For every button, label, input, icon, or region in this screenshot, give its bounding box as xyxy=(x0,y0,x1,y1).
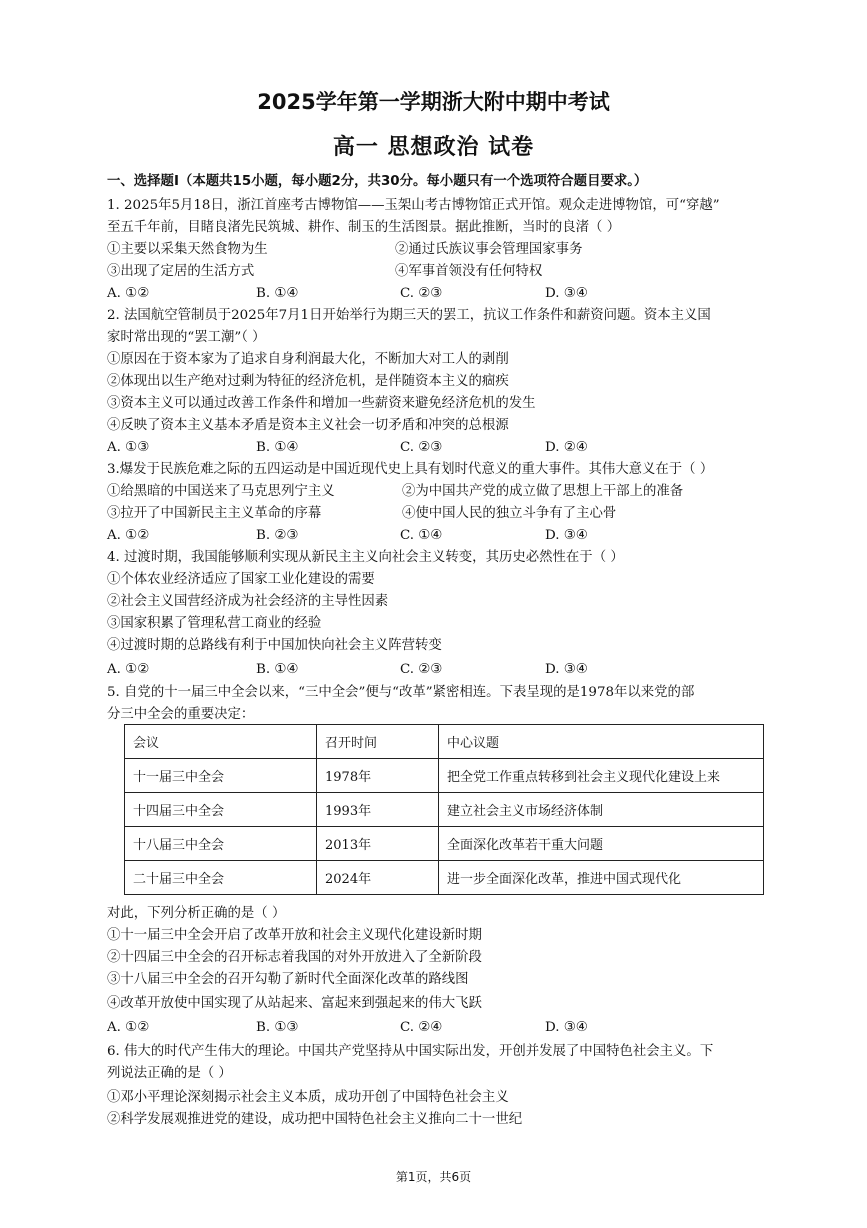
q6-stem-line: 列说法正确的是（ ） xyxy=(107,1066,232,1081)
q5-stem-line: 5. 自党的十一届三中全会以来，“三中全会”便与“改革”紧密相连。下表呈现的是1978年以来党的部 xyxy=(107,685,695,700)
q5-stem-line: 分三中全会的重要决定： xyxy=(107,707,255,722)
q4-option-c: C. ②③ xyxy=(400,662,443,677)
q3-item: ③拉开了中国新民主主义革命的序幕 xyxy=(107,506,322,521)
q5-option-c: C. ②④ xyxy=(400,1020,443,1035)
table-cell: 二十届三中全会 xyxy=(125,861,317,895)
q2-item: ③资本主义可以通过改善工作条件和增加一些薪资来避免经济危机的发生 xyxy=(107,396,536,411)
q3-option-c: C. ①④ xyxy=(400,528,443,543)
q1-item: ③出现了定居的生活方式 xyxy=(107,264,255,279)
q2-stem-line: 家时常出现的“罢工潮”（ ） xyxy=(107,330,266,345)
q1-option-a: A. ①② xyxy=(107,286,150,301)
q4-item: ④过渡时期的总路线有利于中国加快向社会主义阵营转变 xyxy=(107,638,442,653)
exam-subtitle: 高一 思想政治 试卷 xyxy=(332,135,535,160)
q3-item: ①给黑暗的中国送来了马克思列宁主义 xyxy=(107,484,335,499)
q2-item: ①原因在于资本家为了追求自身利润最大化，不断加大对工人的剥削 xyxy=(107,352,509,367)
q6-item: ①邓小平理论深刻揭示社会主义本质，成功开创了中国特色社会主义 xyxy=(107,1090,509,1105)
q1-item: ②通过氏族议事会管理国家事务 xyxy=(395,242,583,257)
q4-item: ①个体农业经济适应了国家工业化建设的需要 xyxy=(107,572,375,587)
q2-item: ②体现出以生产绝对过剩为特征的经济危机，是伴随资本主义的痼疾 xyxy=(107,374,509,389)
q4-option-b: B. ①④ xyxy=(256,662,299,677)
q4-option-d: D. ③④ xyxy=(545,662,588,677)
q2-option-b: B. ①④ xyxy=(256,440,299,455)
q1-option-c: C. ②③ xyxy=(400,286,443,301)
q5-option-b: B. ①③ xyxy=(256,1020,299,1035)
q3-stem-line: 3.爆发于民族危难之际的五四运动是中国近现代史上具有划时代意义的重大事件。其伟大意义在于（ ） xyxy=(107,462,714,477)
table-cell: 1978年 xyxy=(317,759,439,793)
q2-item: ④反映了资本主义基本矛盾是资本主义社会一切矛盾和冲突的总根源 xyxy=(107,418,509,433)
table-header-cell: 会议 xyxy=(125,725,317,759)
q3-item: ②为中国共产党的成立做了思想上干部上的准备 xyxy=(402,484,684,499)
table-cell: 建立社会主义市场经济体制 xyxy=(439,793,764,827)
q4-item: ③国家积累了管理私营工商业的经验 xyxy=(107,616,322,631)
table-row xyxy=(125,827,764,861)
q2-option-c: C. ②③ xyxy=(400,440,443,455)
exam-title: 2025学年第一学期浙大附中期中考试 xyxy=(257,90,610,114)
table-cell: 1993年 xyxy=(317,793,439,827)
q5-item: ①十一届三中全会开启了改革开放和社会主义现代化建设新时期 xyxy=(107,928,482,943)
q3-option-b: B. ②③ xyxy=(256,528,299,543)
table-cell: 把全党工作重点转移到社会主义现代化建设上来 xyxy=(439,759,764,793)
table-cell: 2024年 xyxy=(317,861,439,895)
q6-stem-line: 6. 伟大的时代产生伟大的理论。中国共产党坚持从中国实际出发，开创并发展了中国特色社会主义。下 xyxy=(107,1044,714,1059)
table-cell: 全面深化改革若干重大问题 xyxy=(439,827,764,861)
q5-item: ④改革开放使中国实现了从站起来、富起来到强起来的伟大飞跃 xyxy=(107,996,482,1011)
q2-stem-line: 2. 法国航空管制员于2025年7月1日开始举行为期三天的罢工，抗议工作条件和薪资问题。资本主义国 xyxy=(107,308,711,323)
table-header-cell: 召开时间 xyxy=(317,725,439,759)
page-number: 第1页，共6页 xyxy=(395,1170,472,1184)
q6-item: ②科学发展观推进党的建设，成功把中国特色社会主义推向二十一世纪 xyxy=(107,1112,523,1127)
q3-item: ④使中国人民的独立斗争有了主心骨 xyxy=(402,506,617,521)
table-cell: 十四届三中全会 xyxy=(125,793,317,827)
q1-stem-line: 1. 2025年5月18日，浙江首座考古博物馆——玉架山考古博物馆正式开馆。观众走进博物馆，可“穿越” xyxy=(107,198,720,213)
q4-item: ②社会主义国营经济成为社会经济的主导性因素 xyxy=(107,594,389,609)
q1-item: ④军事首领没有任何特权 xyxy=(395,264,543,279)
table-header-row xyxy=(125,725,764,759)
q2-option-d: D. ②④ xyxy=(545,440,588,455)
q4-option-a: A. ①② xyxy=(107,662,150,677)
q1-option-d: D. ③④ xyxy=(545,286,588,301)
q1-option-b: B. ①④ xyxy=(256,286,299,301)
q4-stem-line: 4. 过渡时期，我国能够顺利实现从新民主主义向社会主义转变，其历史必然性在于（ ） xyxy=(107,550,624,565)
table-row xyxy=(125,759,764,793)
table-cell: 十一届三中全会 xyxy=(125,759,317,793)
section-heading: 一、选择题Ⅰ（本题共15小题，每小题2分，共30分。每小题只有一个选项符合题目要求。） xyxy=(107,174,648,189)
q5-option-a: A. ①② xyxy=(107,1020,150,1035)
q5-item: ③十八届三中全会的召开勾勒了新时代全面深化改革的路线图 xyxy=(107,972,469,987)
table-cell: 进一步全面深化改革，推进中国式现代化 xyxy=(439,861,764,895)
q5-option-d: D. ③④ xyxy=(545,1020,588,1035)
plenum-table xyxy=(124,724,764,895)
q5-prompt: 对此，下列分析正确的是（ ） xyxy=(107,906,286,921)
q1-item: ①主要以采集天然食物为生 xyxy=(107,242,268,257)
table-cell: 2013年 xyxy=(317,827,439,861)
table-cell: 十八届三中全会 xyxy=(125,827,317,861)
q3-option-d: D. ③④ xyxy=(545,528,588,543)
table-row xyxy=(125,861,764,895)
q2-option-a: A. ①③ xyxy=(107,440,150,455)
q1-stem-line: 至五千年前，目睹良渚先民筑城、耕作、制玉的生活图景。据此推断，当时的良渚（ ） xyxy=(107,220,621,235)
table-header-cell: 中心议题 xyxy=(439,725,764,759)
q5-item: ②十四届三中全会的召开标志着我国的对外开放进入了全新阶段 xyxy=(107,950,482,965)
table-row xyxy=(125,793,764,827)
q3-option-a: A. ①② xyxy=(107,528,150,543)
